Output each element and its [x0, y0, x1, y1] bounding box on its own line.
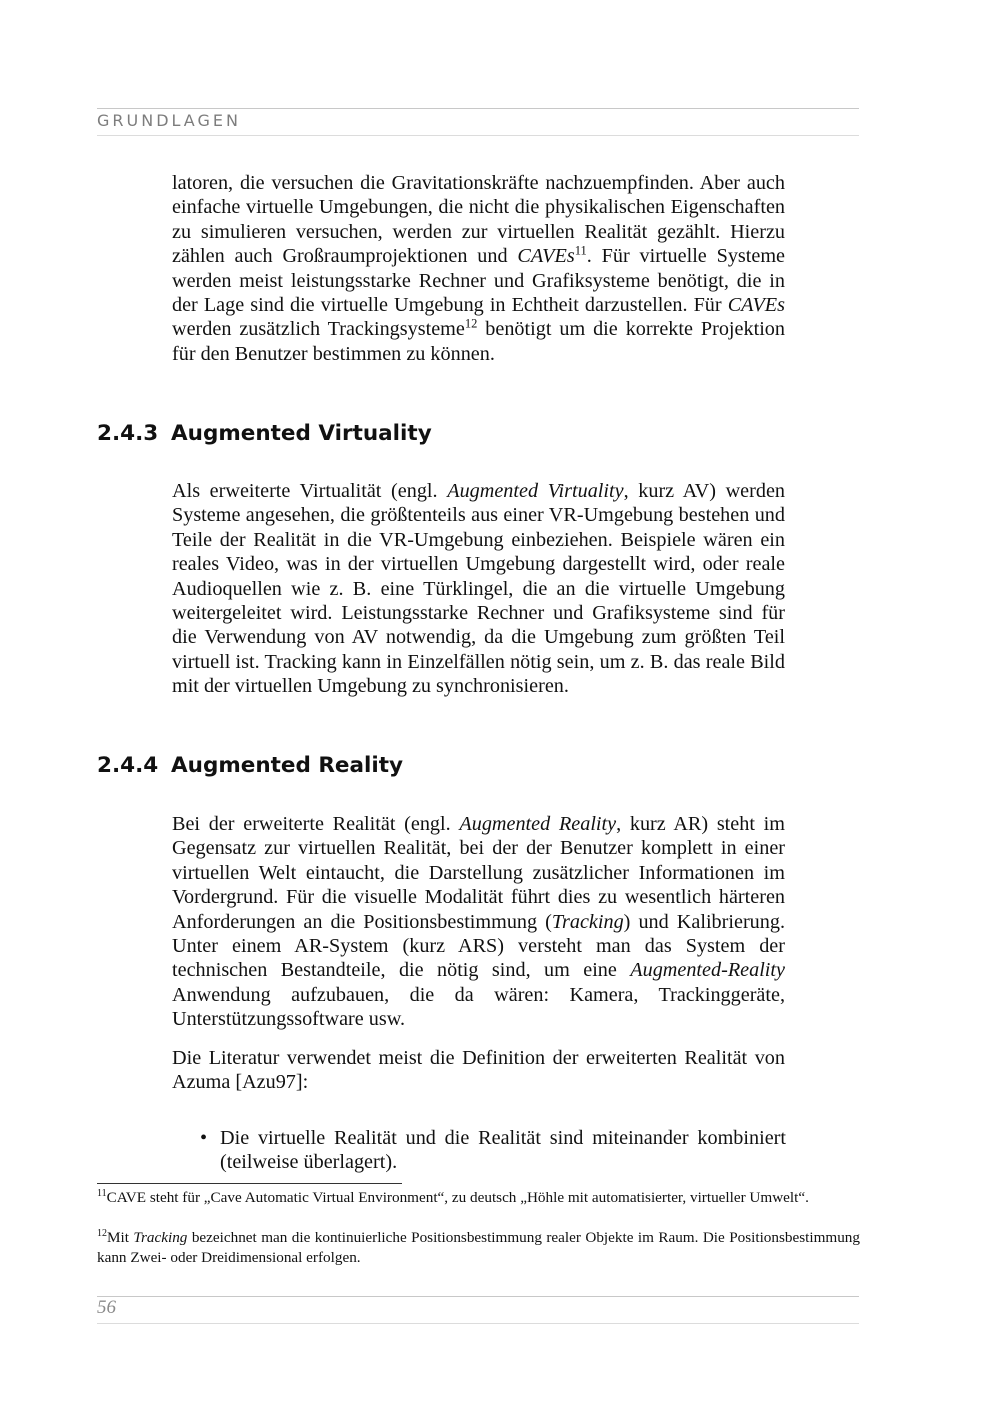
- header-rule-top: [97, 108, 859, 109]
- text-run: , kurz AV) werden Systeme angesehen, die größtenteils aus einer VR-Umgebung bestehen und Teile der Realität in die VR-Umgebung einbeziehen. Beispiele wären ein reales Video, was in der virtuellen Umgebung dargestellt wird, oder reale Audioquellen wie z. B. eine Türklingel, die an die virtuelle Umgebung weitergeleitet wird. Leistungsstarke Rechner und Grafiksysteme sind für die Verwendung von AV notwendig, da die Umgebung zum größten Teil virtuell ist. Tracking kann in Einzelfällen nötig sein, um z. B. das reale Bild mit der virtuellen Umgebung zu synchronisieren.: [172, 480, 785, 698]
- footnote-mark: 11: [97, 1187, 107, 1199]
- text-run: latoren, die versuchen die Gravitationskräfte nachzuempfinden. Aber auch einfache virtuelle Umgebungen, die nicht die physikalischen Eigenschaften zu simulieren versuchen, werden zur virtuellen Realität gezählt. Hierzu zählen auch Großraumprojektionen und: [172, 172, 785, 268]
- section-number: 2.4.3: [97, 421, 159, 446]
- emphasis-caves: CAVEs: [727, 294, 785, 317]
- emphasis-term: Tracking: [133, 1229, 188, 1246]
- page-number: 56: [97, 1297, 116, 1318]
- bullet-icon: •: [200, 1127, 208, 1149]
- section-heading-augmented-reality: [97, 753, 403, 778]
- footer-rule-top: [97, 1296, 859, 1297]
- footnote-11: [97, 1188, 860, 1208]
- text-run: Als erweiterte Virtualität (engl.: [172, 480, 448, 502]
- text-run: ) und Kalibrierung. Unter einem AR-System (kurz ARS) versteht man das System der technischen Bestandteile, die nötig sind, um eine: [172, 910, 785, 982]
- text-run: Die Literatur verwendet meist die Definition der erweiterten Realität von Azuma [Azu97]:: [172, 1047, 785, 1094]
- footnote-12: [97, 1228, 860, 1268]
- list-item: [196, 1126, 786, 1175]
- emphasis-term: Augmented Virtuality: [447, 480, 624, 502]
- header-rule-bottom: [97, 135, 859, 136]
- text-run: , kurz AR) steht im Gegensatz zur virtuellen Realität, bei der der Benutzer komplett in einer virtuellen Welt eintaucht, die Darstellung zusätzlicher Informationen im Vordergrund. Für die visuelle Modalität führt dies zu wesentlich härteren Anforderungen an die Positionsbestimmung (: [172, 813, 785, 933]
- text-run: Anwendung aufzubauen, die da wären: Kamera, Trackinggeräte, Unterstützungssoftware usw.: [172, 983, 785, 1031]
- text-run: benötigt um die korrekte Projektion für den Benutzer bestimmen zu können.: [172, 318, 785, 365]
- text-run: . Für virtuelle Systeme werden meist leistungsstarke Rechner und Grafiksysteme benötigt, die in der Lage sind die virtuelle Umgebung in Echtheit darzustellen. Für: [172, 245, 785, 317]
- section-number: 2.4.4: [97, 753, 159, 778]
- paragraph-augmented-reality: [172, 812, 785, 1032]
- text-run: werden zusätzlich Trackingsysteme: [172, 318, 465, 341]
- paragraph-literature: [172, 1046, 785, 1095]
- paragraph-vr-continuation: [172, 171, 785, 366]
- footnote-text: bezeichnet man die kontinuierliche Positionsbestimmung realer Objekte im Raum. Die Positionsbestimmung kann Zwei- oder Dreidimensional erfolgen.: [97, 1229, 860, 1266]
- section-title: Augmented Virtuality: [171, 421, 432, 446]
- footnote-text: Mit: [107, 1229, 134, 1246]
- section-heading-augmented-virtuality: [97, 421, 432, 446]
- emphasis-caves: CAVEs: [517, 245, 575, 268]
- text-run: Bei der erweiterte Realität (engl.: [172, 813, 460, 835]
- footnote-ref-12[interactable]: 12: [464, 316, 478, 331]
- paragraph-augmented-virtuality: [172, 479, 785, 699]
- emphasis-term: Augmented Reality: [459, 813, 617, 835]
- footnote-text: CAVE steht für „Cave Automatic Virtual Environment“, zu deutsch „Höhle mit automatisierter, virtueller Umwelt“.: [106, 1189, 809, 1206]
- emphasis-term: Augmented-Reality: [630, 959, 785, 982]
- footnote-mark: 12: [97, 1227, 107, 1239]
- footer-rule-bottom: [97, 1323, 859, 1324]
- footnote-ref-11[interactable]: 11: [574, 243, 587, 258]
- definition-list: [196, 1126, 786, 1175]
- section-title: Augmented Reality: [171, 753, 404, 778]
- list-item-text: Die virtuelle Realität und die Realität sind miteinander kombiniert (teilweise überlagert).: [220, 1127, 786, 1174]
- emphasis-term: Tracking: [551, 910, 624, 933]
- footnote-rule: [97, 1183, 402, 1184]
- running-head: GRUNDLAGEN: [97, 111, 241, 130]
